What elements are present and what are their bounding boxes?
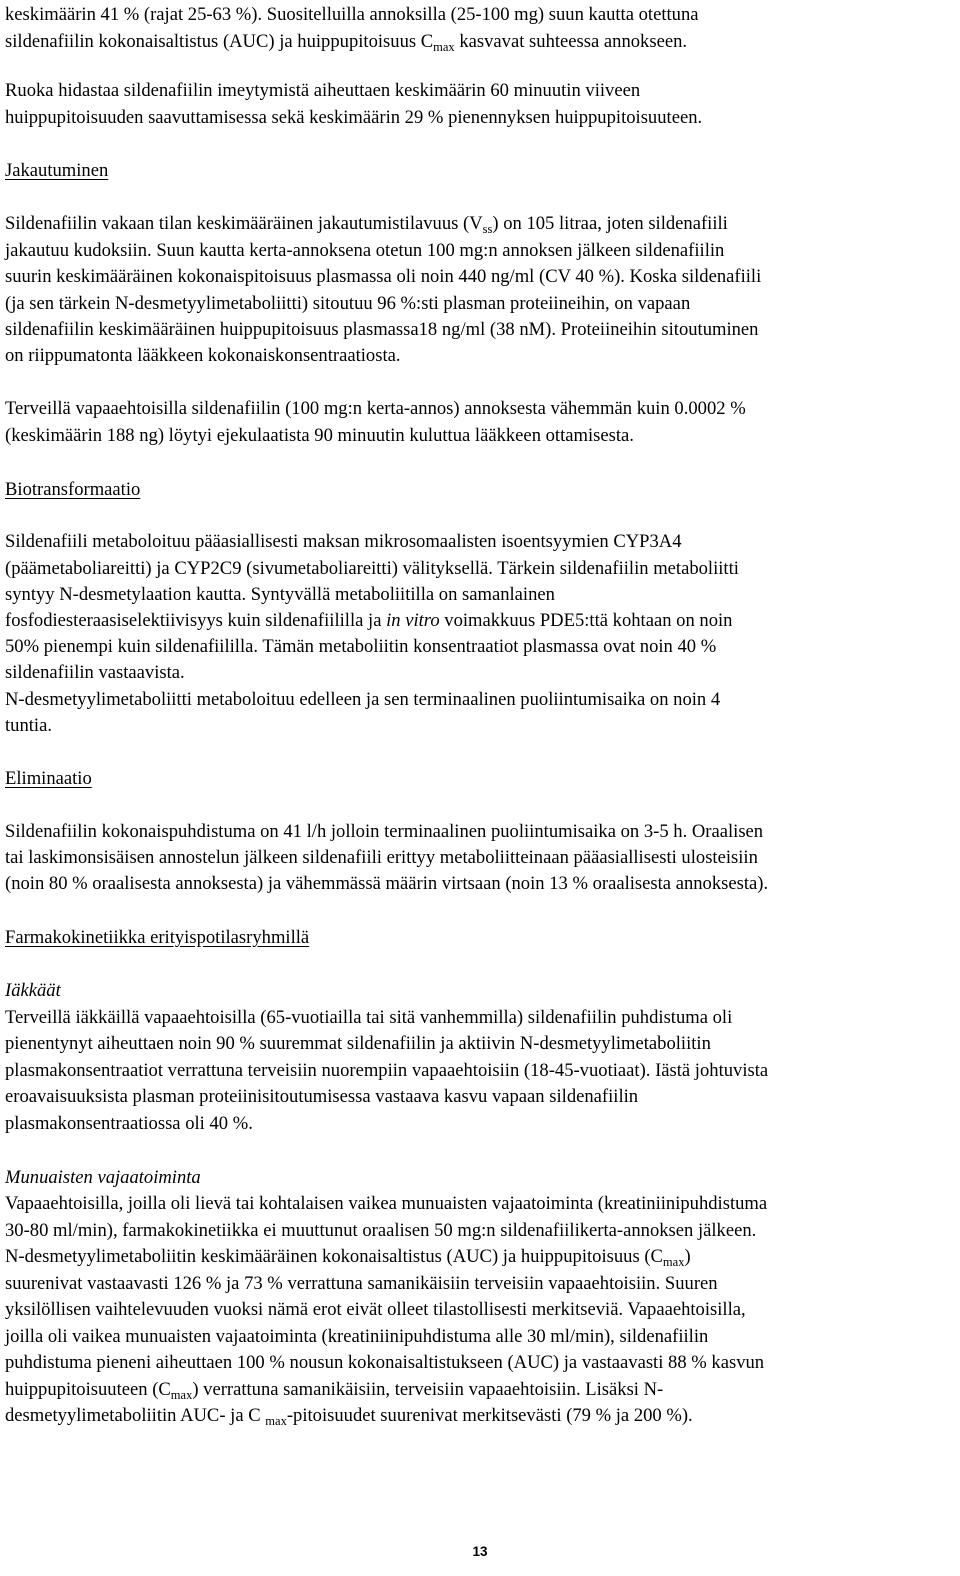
text-run: eroavaisuuksista plasman proteiinisitoutumisessa vastaava kasvu vapaan sildenafiilin — [5, 1086, 639, 1107]
text-line — [5, 660, 185, 686]
text-run: Terveillä vapaaehtoisilla sildenafiilin (100 mg:n kerta-annos) annoksesta vähemmän kuin 0.0002 % — [5, 398, 746, 419]
text-run: Sildenafiilin vakaan tilan keskimääräinen jakautumistilavuus (V — [5, 213, 483, 234]
section-heading: Farmakokinetiikka erityispotilasryhmillä — [5, 927, 310, 948]
text-line — [5, 529, 682, 555]
text-line — [5, 1191, 767, 1217]
text-run: (päämetaboliareitti) ja CYP2C9 (sivumetaboliareitti) välityksellä. Tärkein sildenafiilin metaboliitti — [5, 558, 739, 579]
italic-text: Munuaisten vajaatoiminta — [5, 1167, 201, 1188]
text-run: 30-80 ml/min), farmakokinetiikka ei muuttunut oraalisen 50 mg:n sildenafiilikerta-annoksen jälkeen. — [5, 1220, 757, 1241]
text-line — [5, 608, 732, 634]
text-run: plasmakonsentraatiot verrattuna terveisiin nuorempiin vapaaehtoisiin (18-45-vuotiaat). Iästä johtuvista — [5, 1060, 769, 1081]
text-run: sildenafiilin kokonaisaltistus (AUC) ja huippupitoisuus C — [5, 31, 434, 52]
text-line — [5, 78, 640, 104]
text-line — [5, 1058, 768, 1084]
text-run: Sildenafiili metaboloituu pääasiallisesti maksan mikrosomaalisten isoentsyymien CYP3A4 — [5, 531, 682, 552]
text-run: N-desmetyylimetaboliitin keskimääräinen kokonaisaltistus (AUC) ja huippupitoisuus (C — [5, 1246, 663, 1267]
text-run: tai laskimonsisäisen annostelun jälkeen sildenafiili erittyy metaboliitteinaan pääasiallisesti ulosteisiin — [5, 847, 758, 868]
text-run: on riippumatonta lääkkeen kokonaiskonsentraatiosta. — [5, 345, 401, 366]
text-line — [5, 1031, 711, 1057]
text-line — [5, 423, 634, 449]
text-run: sildenafiilin keskimääräinen huippupitoisuus plasmassa18 ng/ml (38 nM). Proteiineihin sitoutuminen — [5, 319, 759, 340]
text-line — [5, 264, 761, 290]
text-run: keskimäärin 41 % (rajat 25-63 %). Suositelluilla annoksilla (25-100 mg) suun kautta otettuna — [5, 4, 699, 25]
text-line — [5, 1005, 732, 1031]
text-run: syntyy N-desmetylaation kautta. Syntyvällä metaboliitilla on samanlainen — [5, 584, 555, 605]
text-run: (ja sen tärkein N-desmetyylimetaboliitti) sitoutuu 96 %:sti plasman proteiineihin, on vapaan — [5, 293, 691, 314]
text-run: desmetyylimetaboliitin AUC- ja C — [5, 1405, 266, 1426]
text-line — [5, 477, 140, 503]
text-line — [5, 582, 555, 608]
text-run: pienentynyt aiheuttaen noin 90 % suuremmat sildenafiilin ja aktiivin N-desmetyylimetaboliitin — [5, 1033, 711, 1054]
text-run: N-desmetyylimetaboliitti metaboloituu edelleen ja sen terminaalinen puoliintumisaika on noin 4 — [5, 689, 721, 710]
text-run: Vapaaehtoisilla, joilla oli lievä tai kohtalaisen vaikea munuaisten vajaatoiminta (kreatiniinipuhdistuma — [5, 1193, 768, 1214]
text-line — [5, 766, 92, 792]
text-line — [5, 1111, 253, 1137]
text-run: ) verrattuna samanikäisiin, terveisiin vapaaehtoisiin. Lisäksi N- — [192, 1379, 664, 1400]
text-run: suurenivat vastaavasti 126 % ja 73 % verrattuna samanikäisiin terveisiin vapaaehtoisiin. Suuren — [5, 1273, 718, 1294]
text-run: yksilöllisen vaihtelevuuden vuoksi nämä erot eivät olleet tilastollisesti merkitseviä. Vapaaehtoisilla, — [5, 1299, 746, 1320]
text-line — [5, 1218, 756, 1244]
text-run: puhdistuma pieneni aiheuttaen 100 % nousun kokonaisaltistukseen (AUC) ja vastaavasti 88 % kasvun — [5, 1352, 765, 1373]
text-run: tuntia. — [5, 715, 52, 736]
subscript: max — [433, 40, 455, 54]
text-run: ) on 105 litraa, joten sildenafiili — [492, 213, 728, 234]
text-run: suurin keskimääräinen kokonaispitoisuus plasmassa oli noin 440 ng/ml (CV 40 %). Koska sildenafiili — [5, 266, 762, 287]
text-line — [5, 871, 768, 897]
text-line — [5, 291, 690, 317]
text-line — [5, 978, 61, 1004]
page-number: 13 — [472, 1544, 488, 1559]
text-run: joilla oli vaikea munuaisten vajaatoiminta (kreatiniinipuhdistuma alle 30 ml/min), sildenafiilin — [5, 1326, 709, 1347]
text-line — [5, 713, 52, 739]
section-heading: Eliminaatio — [5, 768, 92, 789]
text-line — [5, 1271, 718, 1297]
subscript: ss — [482, 222, 493, 236]
text-line — [5, 1403, 693, 1430]
text-run: 50% pienempi kuin sildenafiililla. Tämän metaboliitin konsentraatiot plasmassa ovat noin 40 % — [5, 636, 717, 657]
text-line — [5, 1297, 746, 1323]
text-run: Ruoka hidastaa sildenafiilin imeytymistä aiheuttaen keskimäärin 60 minuutin viiveen — [5, 80, 641, 101]
text-line — [5, 1084, 638, 1110]
text-run: huippupitoisuuden saavuttamisessa sekä keskimäärin 29 % pienennyksen huippupitoisuuteen. — [5, 107, 703, 128]
italic-text: in vitro — [386, 610, 440, 631]
text-line — [5, 1324, 708, 1350]
text-run: Sildenafiilin kokonaispuhdistuma on 41 l/h jolloin terminaalinen puoliintumisaika on 3-5 h. Oraalisen — [5, 821, 764, 842]
text-run: huippupitoisuuteen (C — [5, 1379, 171, 1400]
text-run: ) — [684, 1246, 691, 1267]
text-run: fosfodiesteraasiselektiivisyys kuin sildenafiililla ja — [5, 610, 387, 631]
text-run: sildenafiilin vastaavista. — [5, 662, 185, 683]
text-line — [5, 1350, 764, 1376]
text-line — [5, 29, 687, 56]
text-line — [5, 396, 746, 422]
text-run: voimakkuus PDE5:ttä kohtaan on noin — [439, 610, 733, 631]
text-line — [5, 1165, 201, 1191]
text-run: Terveillä iäkkäillä vapaaehtoisilla (65-vuotiailla tai sitä vanhemmilla) sildenafiilin puhdistuma oli — [5, 1007, 733, 1028]
text-line — [5, 819, 763, 845]
italic-text: Iäkkäät — [5, 980, 61, 1001]
text-line — [5, 687, 720, 713]
text-run: plasmakonsentraatiossa oli 40 %. — [5, 1113, 253, 1134]
text-run: -pitoisuudet suurenivat merkitsevästi (79 % ja 200 %). — [286, 1405, 693, 1426]
text-line — [5, 158, 108, 184]
text-line — [5, 2, 699, 28]
text-line — [5, 845, 758, 871]
section-heading: Biotransformaatio — [5, 479, 141, 500]
text-run: kasvavat suhteessa annokseen. — [454, 31, 688, 52]
text-run: jakautuu kudoksiin. Suun kautta kerta-annoksena otetun 100 mg:n annoksen jälkeen sildenafiilin — [5, 240, 725, 261]
subscript: max — [170, 1388, 193, 1402]
text-line — [5, 1377, 663, 1404]
subscript: max — [265, 1414, 287, 1428]
text-run: (noin 80 % oraalisesta annoksesta) ja vähemmässä määrin virtsaan (noin 13 % oraalisesta annoksesta). — [5, 873, 769, 894]
text-line — [5, 634, 716, 660]
text-run: (keskimäärin 188 ng) löytyi ejekulaatista 90 minuutin kuluttua lääkkeen ottamisesta. — [5, 425, 634, 446]
subscript: max — [662, 1255, 685, 1269]
text-line — [5, 1244, 691, 1271]
text-line — [5, 105, 702, 131]
text-line — [5, 343, 401, 369]
text-line — [5, 211, 728, 238]
text-line — [5, 238, 724, 264]
text-line — [5, 925, 309, 951]
section-heading: Jakautuminen — [5, 160, 109, 181]
text-line — [5, 317, 758, 343]
text-line — [5, 556, 739, 582]
